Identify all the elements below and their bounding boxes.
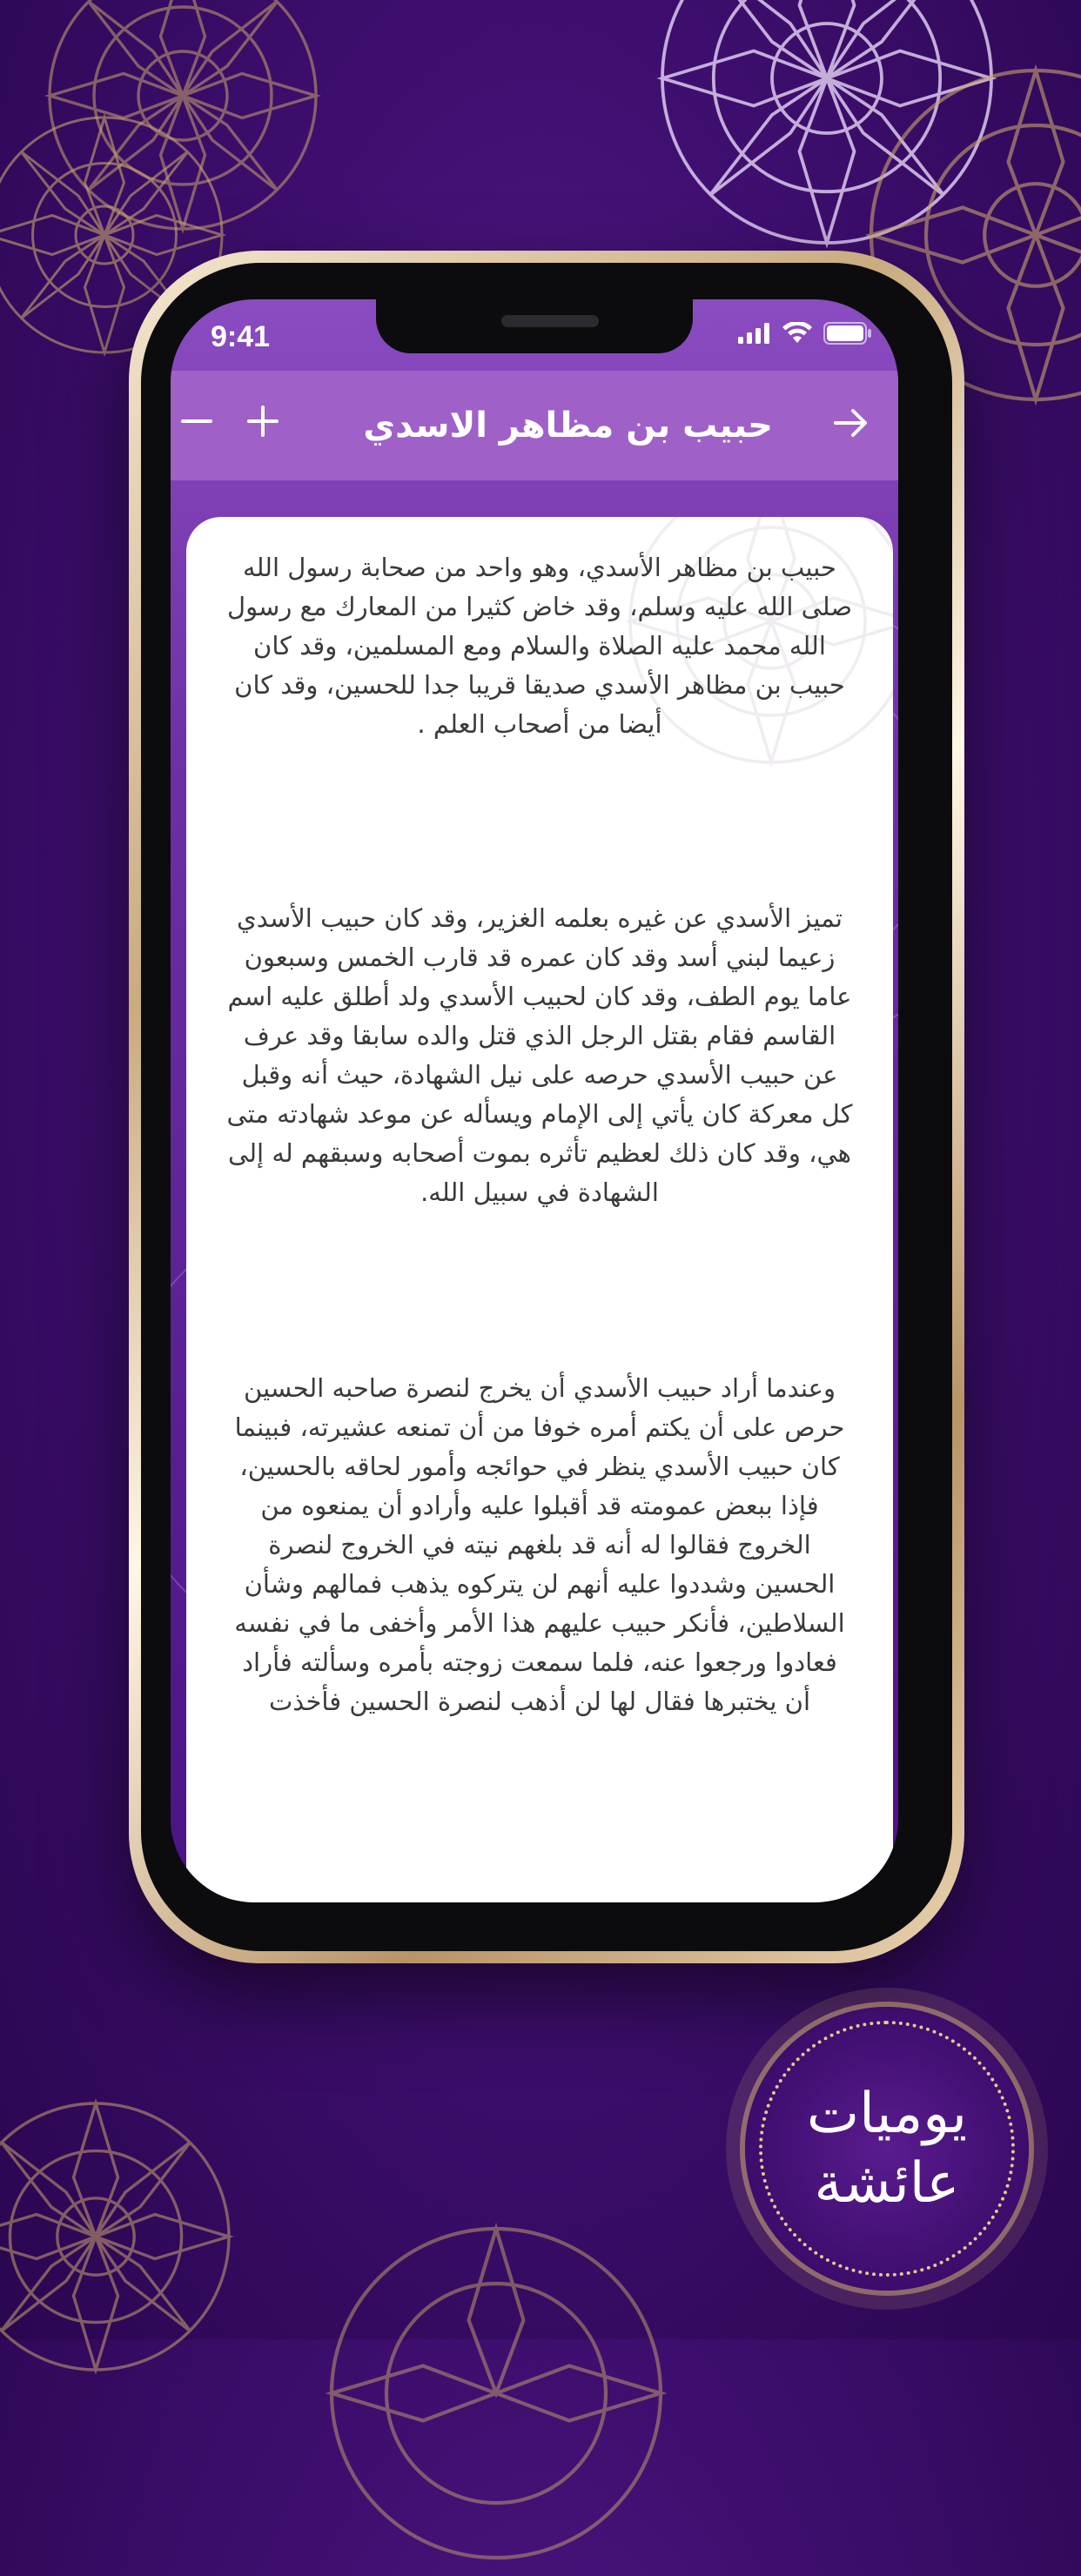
plus-icon: [245, 404, 280, 442]
logo-text: [807, 2079, 967, 2218]
zoom-in-button[interactable]: [237, 397, 289, 449]
page-title: حبيب بن مظاهر الاسدي: [363, 406, 773, 446]
minus-icon: [179, 404, 214, 442]
article-paragraph: تميز الأسدي عن غيره بعلمه الغزير، وقد كان حبيب الأسدي زعيما لبني أسد وقد كان عمره قد قارب الخمس وسبعون عاما يوم الطف، وقد كان لحبيب الأسدي ولد أطلق عليه اسم القاسم فقام بقتل الرجل الذي قتل والده سابقا وقد عرف عن حبيب الأسدي حرصه على نيل الشهادة، حيث أنه وقبل كل معركة كان يأتي إلى الإمام ويسأله عن موعد شهادته متى هي، وقد كان ذلك لعظيم تأثره بموت أصحابه وسبقهم له إلى الشهادة في سبيل الله.: [226, 903, 853, 1207]
mandala-decoration: [644, 0, 1010, 261]
mandala-decoration: [313, 2210, 679, 2576]
article-paragraph: حبيب بن مظاهر الأسدي، وهو واحد من صحابة رسول الله صلى الله عليه وسلم، وقد خاض كثيرا من المعارك مع رسول الله محمد عليه الصلاة والسلام ومع المسلمين، وقد كان حبيب بن مظاهر الأسدي صديقا قريبا جدا للحسين، وقد كان أيضا من أصحاب العلم .: [227, 553, 852, 739]
status-time: 9:41: [211, 320, 271, 353]
app-bar: [171, 371, 898, 480]
phone-mockup: [129, 251, 964, 1963]
status-icons: [738, 322, 872, 348]
app-logo: [745, 2007, 1029, 2291]
speaker-grille: [501, 315, 599, 327]
mandala-decoration: [35, 0, 331, 244]
app-screen: [171, 299, 898, 1902]
article-paragraph: وعندما أراد حبيب الأسدي أن يخرج لنصرة صاحبه الحسين حرص على أن يكتم أمره خوفا من أن تمنعه عشيرته، فبينما كان حبيب الأسدي ينظر في حوائجه وأمور لحاقه بالحسين، فإذا ببعض عمومته قد أقبلوا عليه وأرادو أن يمنعوه من الخروج فقالوا له أنه قد بلغهم نيته في الخروج لنصرة الحسين وشددوا عليه أنهم لن يتركوه يذهب فمالهم وشأن السلاطين، فأنكر حبيب عليهم هذا الأمر وأخفى ما في نفسه فعادوا ورجعوا عنه، فلما سمعت زوجته بأمره وسألته فأراد أن يختبرها فقال لها لن أذهب لنصرة الحسين فأخذت: [234, 1373, 845, 1716]
arrow-right-icon: [832, 404, 870, 446]
logo-line-1: يوميات: [806, 2082, 968, 2146]
cellular-signal-icon: [738, 323, 771, 347]
notch: [376, 299, 693, 353]
zoom-out-button[interactable]: [171, 397, 223, 449]
logo-line-2: عائشة: [814, 2151, 960, 2216]
mandala-decoration: [0, 2089, 244, 2385]
article-body: [186, 517, 893, 1721]
battery-icon: [823, 322, 872, 348]
wifi-icon: [782, 322, 813, 348]
back-button[interactable]: [823, 397, 879, 453]
article-card[interactable]: [186, 517, 893, 1902]
